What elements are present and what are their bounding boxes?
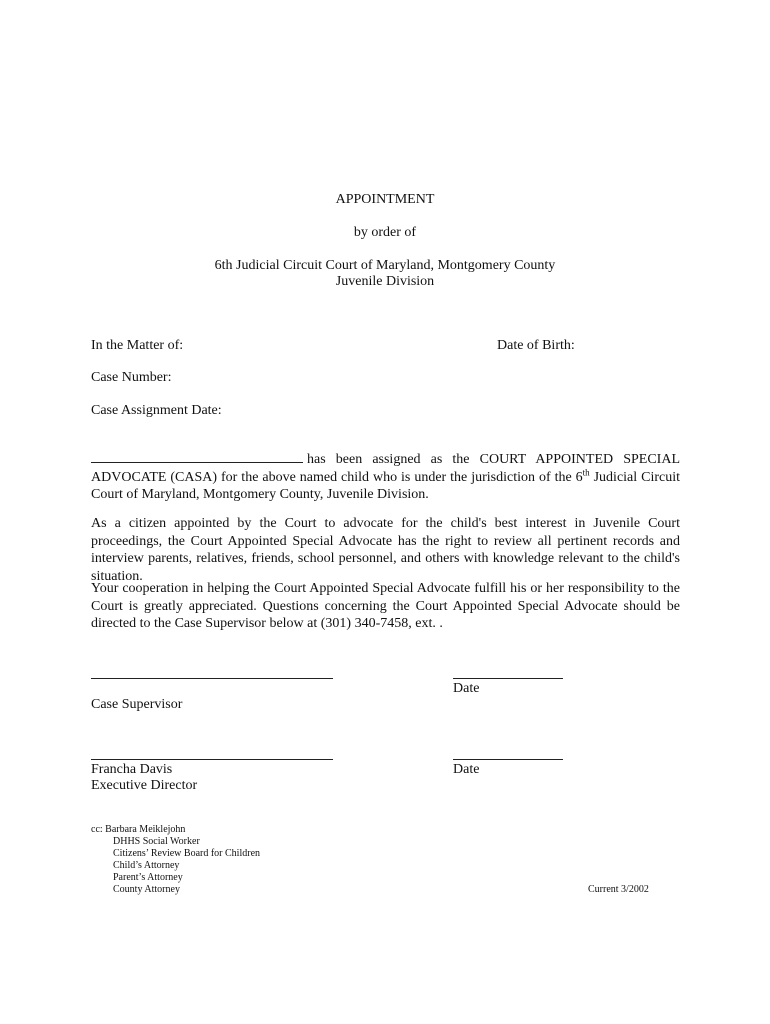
cc-recipient: DHHS Social Worker (113, 836, 200, 847)
date-label-2: Date (453, 762, 480, 777)
case-number-label: Case Number: (91, 370, 172, 385)
director-name: Francha Davis (91, 762, 173, 777)
assignment-line-1: has been assigned as the COURT APPOINTED SPECIAL (307, 452, 680, 467)
assignment-paragraph (91, 449, 680, 504)
cooperation-paragraph: Your cooperation in helping the Court Appointed Special Advocate fulfill his or her responsibility to the Court is greatly appreciated. Questions concerning the Court Appointed Special Advocate should be directed to the Case Supervisor below at (301) 340-7458, ext. . (91, 581, 680, 631)
director-signature-line[interactable] (91, 759, 333, 760)
assignment-line-3: Court of Maryland, Montgomery County, Juvenile Division. (91, 487, 429, 502)
dob-label: Date of Birth: (497, 338, 575, 353)
cc-recipient: County Attorney (113, 884, 180, 895)
assignment-line-2b: Judicial Circuit (589, 469, 680, 485)
assignment-date-label: Case Assignment Date: (91, 403, 222, 418)
document-title: APPOINTMENT (335, 192, 435, 207)
date-label-1: Date (453, 681, 480, 696)
ordinal-suffix: th (582, 466, 590, 477)
supervisor-signature-line[interactable] (91, 678, 333, 679)
cc-recipient: Citizens’ Review Board for Children (113, 848, 261, 859)
court-name: 6th Judicial Circuit Court of Maryland, Montgomery County (214, 258, 556, 273)
rights-paragraph: As a citizen appointed by the Court to advocate for the child's best interest in Juvenile Court proceedings, the Court Appointed Special Advocate has the right to review all pertinent records and interview parents, relatives, friends, school personnel, and others with knowledge relevant to the child's situation. (91, 516, 680, 584)
director-title: Executive Director (91, 778, 198, 793)
supervisor-label: Case Supervisor (91, 697, 183, 712)
matter-label: In the Matter of: (91, 338, 184, 353)
advocate-name-blank[interactable] (91, 449, 303, 463)
order-subtitle: by order of (353, 225, 417, 240)
date-line-1[interactable] (453, 678, 563, 679)
cc-recipient: Parent’s Attorney (113, 872, 183, 883)
version-footer: Current 3/2002 (588, 884, 649, 895)
date-line-2[interactable] (453, 759, 563, 760)
assignment-line-2a: ADVOCATE (CASA) for the above named child who is under the jurisdiction of the 6 (91, 469, 583, 485)
cc-first: cc: Barbara Meiklejohn (91, 824, 186, 835)
court-division: Juvenile Division (335, 274, 435, 289)
cc-recipient: Child’s Attorney (113, 860, 180, 871)
